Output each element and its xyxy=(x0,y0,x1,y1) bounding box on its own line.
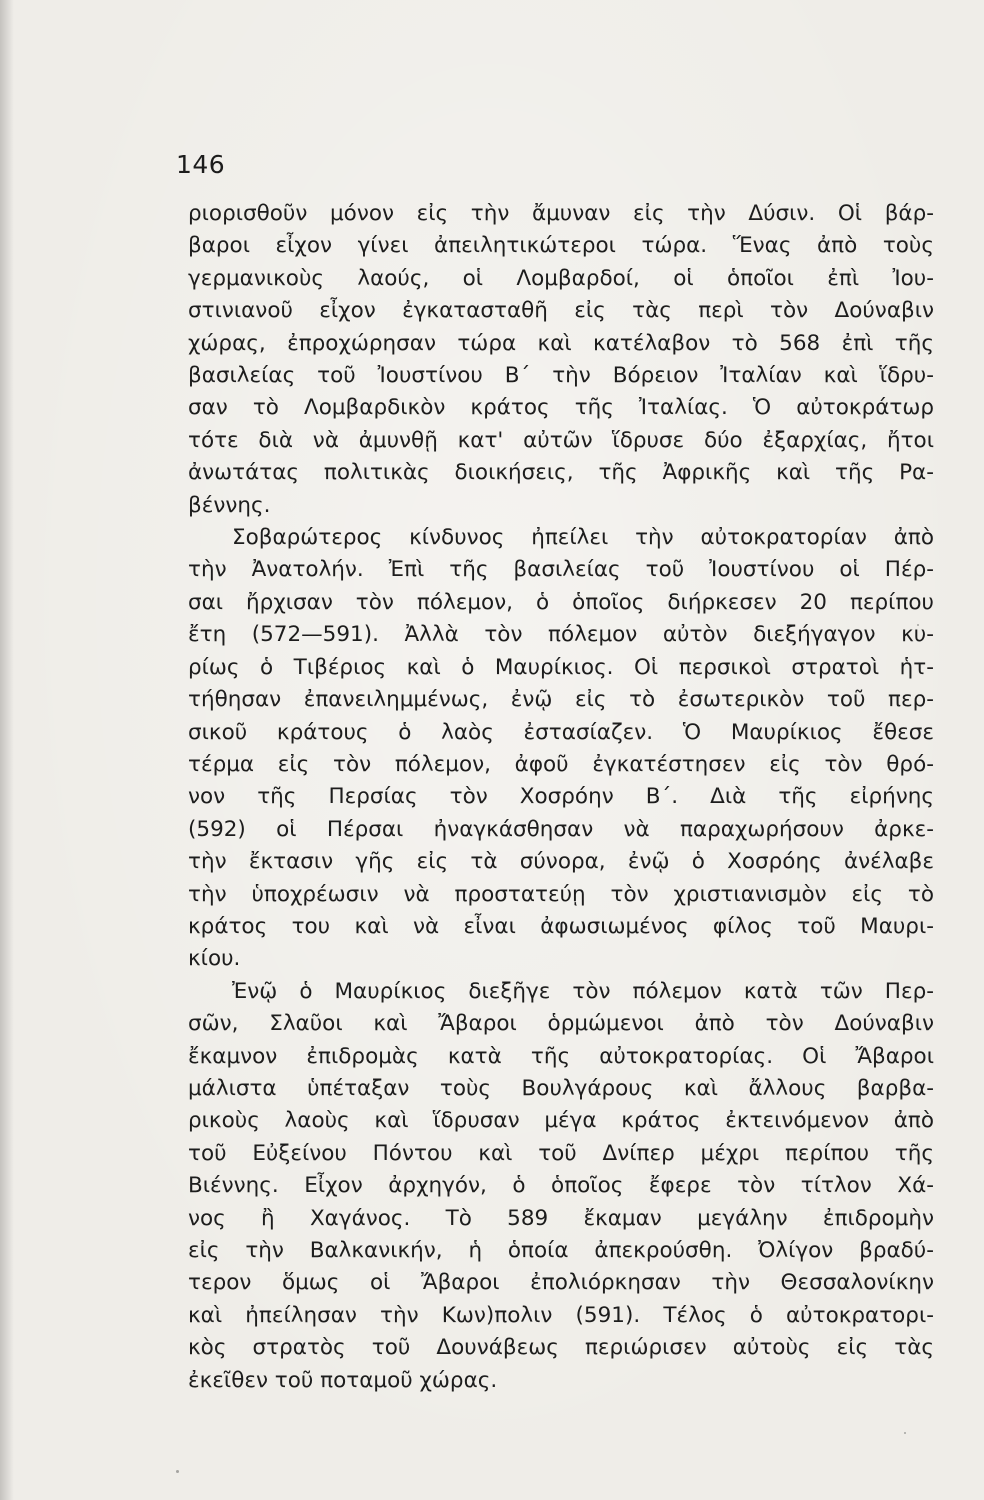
text-line: τὴν Ἀνατολήν. Ἐπὶ τῆς βασιλείας τοῦ Ἰουστίνου οἱ Πέρ- xyxy=(188,557,934,583)
text-line: εἰς τὴν Βαλκανικήν, ἡ ὁποία ἀπεκρούσθη. Ὀλίγον βραδύ- xyxy=(188,1238,934,1263)
text-line: ρίως ὁ Τιβέριος καὶ ὁ Μαυρίκιος. Οἱ περσικοὶ στρατοὶ ἡτ- xyxy=(188,654,934,680)
text-line: βασιλείας τοῦ Ἰουστίνου Β΄ τὴν Βόρειον Ἰταλίαν καὶ ἵδρυ- xyxy=(188,363,934,389)
text-line: νος ἢ Χαγάνος. Τὸ 589 ἔκαμαν μεγάλην ἐπιδρομὴν xyxy=(188,1205,934,1231)
text-line: σικοῦ κράτους ὁ λαὸς ἐστασίαζεν. Ὁ Μαυρίκιος ἔθεσε xyxy=(188,719,934,745)
text-line: τότε διὰ νὰ ἀμυνθῇ κατ' αὐτῶν ἵδρυσε δύο ἐξαρχίας, ἤτοι xyxy=(188,427,934,453)
text-line: κὸς στρατὸς τοῦ Δουνάβεως περιώρισεν αὐτοὺς εἰς τὰς xyxy=(188,1335,934,1361)
text-line: γερμανικοὺς λαούς, οἱ Λομβαρδοί, οἱ ὁποῖοι ἐπὶ Ἰου- xyxy=(188,265,934,291)
text-line: μάλιστα ὑπέταξαν τοὺς Βουλγάρους καὶ ἄλλους βαρβα- xyxy=(188,1075,934,1101)
text-line: σαι ἤρχισαν τὸν πόλεμον, ὁ ὁποῖος διήρκεσεν 20 περίπου xyxy=(188,589,934,615)
text-line: τὴν ὑποχρέωσιν νὰ προστατεύῃ τὸν χριστιανισμὸν εἰς τὸ xyxy=(188,881,934,907)
text-line: βέννης. xyxy=(188,492,271,518)
text-line: τήθησαν ἐπανειλημμένως, ἐνῷ εἰς τὸ ἐσωτερικὸν τοῦ περ- xyxy=(188,687,934,713)
paper-speck xyxy=(176,1470,179,1473)
text-line: τὴν ἔκτασιν γῆς εἰς τὰ σύνορα, ἐνῷ ὁ Χοσρόης ἀνέλαβε xyxy=(188,849,934,875)
text-line: κράτος του καὶ νὰ εἶναι ἀφωσιωμένος φίλος τοῦ Μαυρι- xyxy=(188,913,934,939)
text-line: Σοβαρώτερος κίνδυνος ἠπείλει τὴν αὐτοκρατορίαν ἀπὸ xyxy=(232,525,934,551)
body-text xyxy=(188,198,934,1397)
text-line: νον τῆς Περσίας τὸν Χοσρόην Β΄. Διὰ τῆς εἰρήνης xyxy=(188,784,934,810)
text-line: Βιέννης. Εἶχον ἀρχηγόν, ὁ ὁποῖος ἔφερε τὸν τίτλον Χά- xyxy=(188,1173,934,1199)
text-line: ἀνωτάτας πολιτικὰς διοικήσεις, τῆς Ἀφρικῆς καὶ τῆς Ρα- xyxy=(188,460,934,486)
text-line: κίου. xyxy=(188,946,241,972)
text-line: καὶ ἠπείλησαν τὴν Κων)πολιν (591). Τέλος ὁ αὐτοκρατορι- xyxy=(188,1302,934,1328)
text-line: τερον ὅμως οἱ Ἄβαροι ἐπολιόρκησαν τὴν Θεσσαλονίκην xyxy=(188,1270,934,1296)
text-line: βαροι εἶχον γίνει ἀπειλητικώτεροι τώρα. Ἕνας ἀπὸ τοὺς xyxy=(188,233,934,259)
paragraph-2 xyxy=(188,522,934,976)
paper-speck xyxy=(904,1432,906,1434)
text-line: ἐκεῖθεν τοῦ ποταμοῦ χώρας. xyxy=(188,1367,498,1393)
text-line: Ἐνῷ ὁ Μαυρίκιος διεξῆγε τὸν πόλεμον κατὰ τῶν Περ- xyxy=(232,978,934,1004)
text-line: (592) οἱ Πέρσαι ἠναγκάσθησαν νὰ παραχωρήσουν ἀρκε- xyxy=(188,816,934,842)
text-line: σαν τὸ Λομβαρδικὸν κράτος τῆς Ἰταλίας. Ὁ αὐτοκράτωρ xyxy=(188,395,934,421)
text-line: στινιανοῦ εἶχον ἐγκατασταθῆ εἰς τὰς περὶ τὸν Δούναβιν xyxy=(188,298,934,324)
text-line: τέρμα εἰς τὸν πόλεμον, ἀφοῦ ἐγκατέστησεν εἰς τὸν θρό- xyxy=(188,751,934,777)
page-gutter-shadow xyxy=(0,0,14,1500)
text-line: χώρας, ἐπροχώρησαν τώρα καὶ κατέλαβον τὸ 568 ἐπὶ τῆς xyxy=(188,330,934,356)
paragraph-1 xyxy=(188,198,934,522)
text-line: ριορισθοῦν μόνον εἰς τὴν ἄμυναν εἰς τὴν Δύσιν. Οἱ βάρ- xyxy=(188,201,934,226)
text-line: σῶν, Σλαῦοι καὶ Ἄβαροι ὁρμώμενοι ἀπὸ τὸν Δούναβιν xyxy=(188,1011,934,1037)
text-line: τοῦ Εὐξείνου Πόντου καὶ τοῦ Δνίπερ μέχρι περίπου τῆς xyxy=(188,1140,934,1166)
text-line: ἔκαμνον ἐπιδρομὰς κατὰ τῆς αὐτοκρατορίας. Οἱ Ἄβαροι xyxy=(188,1043,934,1069)
paragraph-3 xyxy=(188,976,934,1397)
page-number: 146 xyxy=(176,150,226,179)
text-line: ἔτη (572—591). Ἀλλὰ τὸν πόλεμον αὐτὸν διεξήγαγον κυ- xyxy=(188,622,934,648)
paper-speck xyxy=(917,624,919,626)
text-line: ρικοὺς λαοὺς καὶ ἵδρυσαν μέγα κράτος ἐκτεινόμενον ἀπὸ xyxy=(188,1108,934,1134)
